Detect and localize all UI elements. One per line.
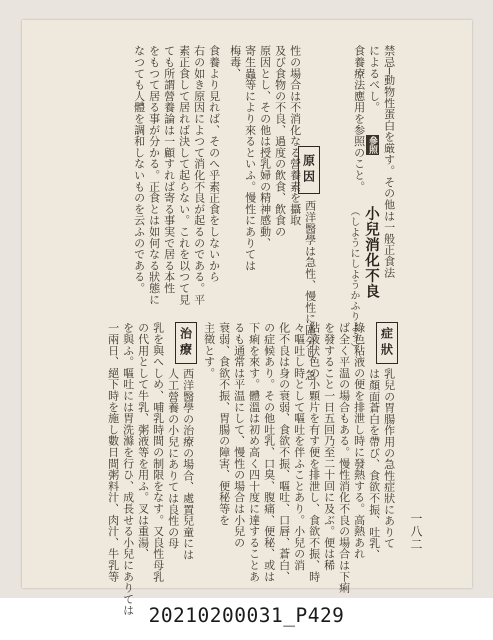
- treatment-line-4: の代用として牛乳、粥液等を用ふ。叉は重湯、: [136, 322, 150, 560]
- symptom-line-4: ば全く平温の場合もある。慢性消化不良の場合は下痢: [337, 322, 351, 594]
- symptom-line-8: 化不良は身の衰弱、食欲不振、嘔吐、口唇、蒼白、: [277, 322, 291, 582]
- symptom-line-12: 衰弱、食欲不振、胃腸の障害、便秘等を: [217, 322, 231, 526]
- symptom-line-11: るも通常は平温にして、慢性の場合は小兒の: [232, 322, 246, 548]
- cause-heading: 原因: [298, 146, 320, 194]
- symptom-line-1: 乳兒の胃腸作用の急性症狀にありて: [382, 368, 396, 549]
- cause-line-5: 寄生蟲等により來るといふ。慢性にありては: [243, 45, 257, 271]
- symptom-line-9: の症候あり。その他吐乳、口臭、腹痛、便秘、或は: [262, 322, 276, 582]
- cause-commentary-line-2: 右の如き原因によつて消化不良が起るのである。平: [192, 45, 206, 305]
- section-title: 小兒消化不良: [363, 206, 380, 299]
- note-line-2: によるべし。: [367, 45, 381, 113]
- symptom-heading: 症狀: [376, 322, 398, 364]
- cause-commentary-line-6: なつても人體を調和しないものを云ふのである。: [132, 45, 146, 294]
- symptom-line-5: を發すること一日五回乃至二十回に及ぶ。便は稀: [322, 322, 336, 571]
- note-line-3: 食養療法應用を参照のこと。: [352, 45, 366, 192]
- treatment-line-3: 乳を與へしめ、哺乳時間の制限をなす。又良性母乳: [151, 322, 165, 582]
- note-line-1: 禁忌─動物性蛋白を厳す。その他は一般正食法: [382, 45, 396, 278]
- symptom-line-2: は顏面蒼白を帶び、食欲不振、吐乳、: [367, 368, 381, 561]
- cause-line-3: 及び食物の不良、過度の飲食、飲食の: [273, 45, 287, 238]
- section-reading: （しようにしようかふりよう）: [348, 206, 359, 353]
- symptom-line-3: 綠色粘液の便を排泄し時に發熱する。高熱あれ: [352, 322, 366, 560]
- cause-line-4: 原因とし、その他は授乳婦の精神感動、: [258, 45, 272, 249]
- page-number: 一八二: [409, 512, 423, 551]
- symptom-line-7: 々嘔吐し時として嘔吐を伴ふことあり。小兒の消: [292, 322, 306, 571]
- cause-line-1: 西洋醫學は急性、慢性に區分し、急: [303, 200, 317, 381]
- cause-line-2: 性の場合は不消化なる營養素を攝取: [288, 45, 302, 226]
- symptom-line-13: 主徵とす。: [202, 322, 216, 379]
- treatment-line-1: 西洋醫學の治療の場合、處置兒童には: [181, 368, 195, 561]
- cause-commentary-line-5: をもつて居る事が分かる。正食とは如何なる狀態に: [147, 45, 161, 305]
- symptom-line-6: 粘液狀色の小顆片を有す便を排泄し、食欲不振、時: [307, 322, 321, 582]
- image-caption: 20210200031_P429: [148, 604, 345, 627]
- symptom-line-10: 下痢を來す。體溫は初め高く四十度に達することあ: [247, 322, 261, 582]
- treatment-line-2: 人工營養の小兒にありては良性の母: [166, 368, 180, 549]
- cause-line-6: 梅毒、: [228, 45, 242, 79]
- cause-commentary-line-4: ても所謂營養論は一顧すれば寄る事実で居る本性: [162, 45, 176, 294]
- cause-commentary-line-1: 食養より見れば、そのへ乎素正食をしないから: [207, 45, 221, 283]
- cause-commentary-line-3: 素正食して居れば決して起らない。これを以つて見: [177, 45, 191, 305]
- treatment-heading: 治療: [175, 322, 197, 364]
- treatment-line-6: 一兩日、絕下時を施し數日間粥料汁、肉汁、牛乳等: [106, 322, 120, 582]
- reference-tag: 參照: [367, 136, 377, 154]
- treatment-line-5: を與ふ。嘔吐には胃洗滌を行ひ、成長せる小兒にありては: [121, 322, 135, 616]
